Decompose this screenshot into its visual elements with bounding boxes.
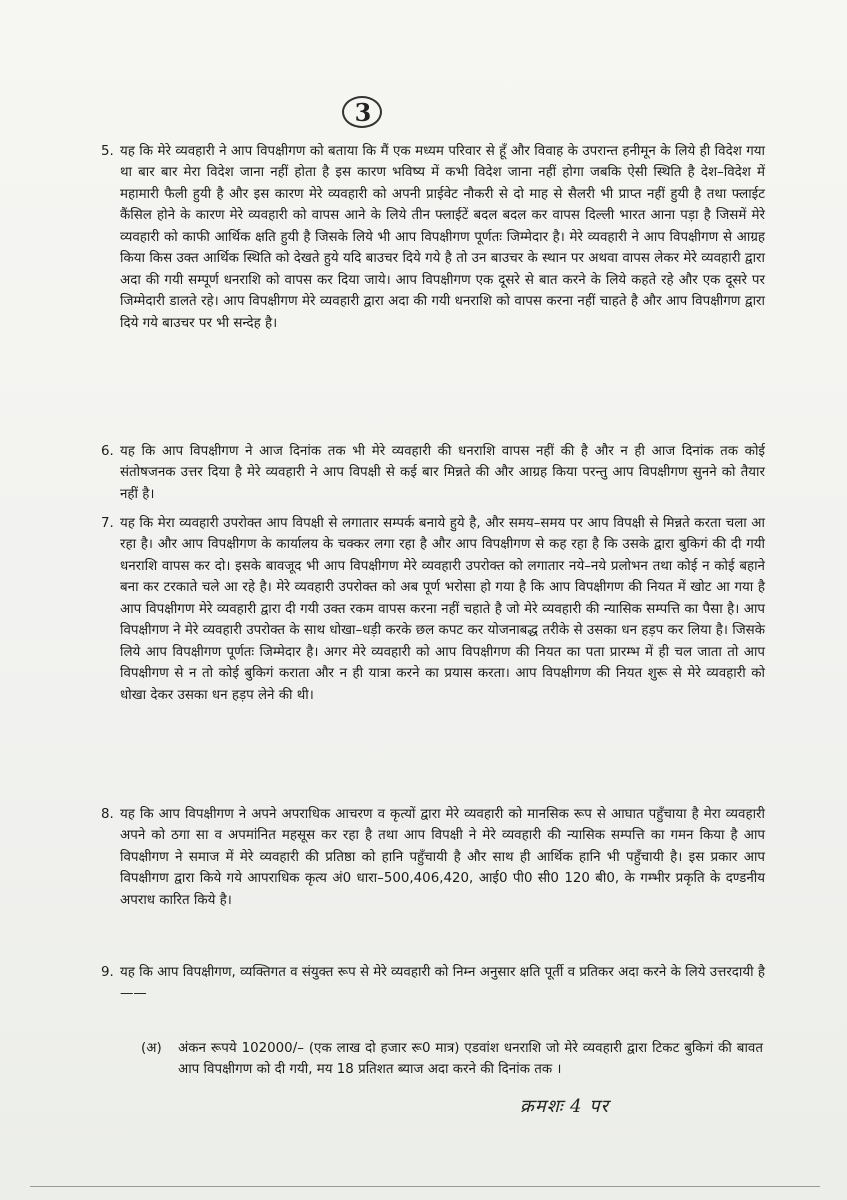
paragraph-8 [101, 804, 765, 911]
paragraph-number: 5. [101, 144, 114, 159]
paragraph-text: यह कि मेरा व्यवहारी उपरोक्त आप विपक्षी से लगातार सम्पर्क बनाये हुये है, और समय–समय पर आप विपक्षी से मिन्नते करता चला आ रहा है। और आप विपक्षीगण के कार्यालय के चक्कर लगा रहा है और आप विपक्षीगण से कह रहा है कि उसके द्वारा बुकिगं की दी गयी धनराशि वापस कर दो। इसके बावजूद भी आप विपक्षीगण मेरे व्यवहारी उपरोक्त को लगातार नये–नये प्रलोभन तथा कोई न कोई बहाने बना कर टरकाते चले आ रहे है। मेरे व्यवहारी उपरोक्त को अब पूर्ण भरोसा हो गया है कि आप विपक्षीगण की नियत में खोट आ गया है आप विपक्षीगण मेरे व्यवहारी द्वारा दी गयी उक्त रकम वापस करना नहीं चहाते है जो मेरे व्यवहारी की न्यासिक सम्पत्ति का पैसा है। आप विपक्षीगण ने मेरे व्यवहारी उपरोक्त के साथ धोखा–धड़ी करके छल कपट कर योजनाबद्ध तरीके से उसका धन हड़प कर लिया है। जिसके लिये आप विपक्षीगण पूर्णतः जिम्मेदार है। अगर मेरे व्यवहारी को आप विपक्षीगण की नियत का पता प्रारम्भ में ही चल जाता तो आप विपक्षीगण से न तो कोई बुकिगं कराता और न ही यात्रा करने का प्रयास करता। आप विपक्षीगण की नियत शुरू से मेरे व्यवहारी को धोखा देकर उसका धन हड़प लेने की थी। [120, 516, 765, 703]
paragraph-number: 8. [101, 807, 114, 822]
paragraph-6 [101, 441, 765, 505]
sub-item-label: (अ) [141, 1041, 162, 1056]
page-number-circle [342, 96, 382, 128]
page-number [338, 96, 388, 130]
paragraph-text: यह कि आप विपक्षीगण, व्यक्तिगत व संयुक्त रूप से मेरे व्यवहारी को निम्न अनुसार क्षति पूर्ती व प्रतिकर अदा करने के लिये उत्तरदायी है—— [120, 965, 765, 1002]
paragraph-number: 9. [101, 965, 114, 980]
paragraph-9 [101, 962, 765, 1005]
paragraph-text: यह कि आप विपक्षीगण ने अपने अपराधिक आचरण व कृत्यों द्वारा मेरे व्यवहारी को मानसिक रूप से आघात पहुँचाया है मेरा व्यवहारी अपने को ठगा सा व अपमांनित महसूस कर रहा है तथा आप विपक्षी ने मेरे व्यवहारी की न्यासिक सम्पत्ति का गमन किया है आप विपक्षीगण ने समाज में मेरे व्यवहारी की प्रतिष्ठा को हानि पहुँचायी है और साथ ही आर्थिक हानि भी पहुँचायी है। इस प्रकार आप विपक्षीगण द्वारा किये गये आपराधिक कृत्य अं0 धारा–500,406,420, आई0 पी0 सी0 120 बी0, के गम्भीर प्रकृति के दण्डनीय अपराध कारित किये है। [120, 807, 765, 908]
paragraph-number: 7. [101, 516, 114, 531]
paragraph-7 [101, 513, 765, 706]
sub-item-text: अंकन रूपये 102000/– (एक लाख दो हजार रू0 मात्र) एडवांश धनराशि जो मेरे व्यवहारी द्वारा टिकट बुकिगं की बावत आप विपक्षीगण को दी गयी, मय 18 प्रतिशत ब्याज अदा करने की दिनांक तक । [178, 1041, 763, 1078]
sub-item-a [141, 1038, 763, 1081]
paragraph-number: 6. [101, 444, 114, 459]
paragraph-text: यह कि मेरे व्यवहारी ने आप विपक्षीगण को बताया कि मैं एक मध्यम परिवार से हूँ और विवाह के उपरान्त हनीमून के लिये ही विदेश गया था बार बार मेरा विदेश जाना नहीं होता है इस कारण भविष्य में कभी विदेश जाना नहीं होगा जबकि ऐसी स्थिति है देश–विदेश में महामारी फैली हुयी है और इस कारण मेरे व्यवहारी को अपनी प्राईवेट नौकरी से दो माह से सैलरी भी प्राप्त नहीं हुयी है तथा फ्लाईट कैंसिल होने के कारण मेरे व्यवहारी को वापस आने के लिये तीन फ्लाईटें बदल बदल कर वापस दिल्ली भारत आना पड़ा है जिसमें मेरे व्यवहारी को काफी आर्थिक क्षति हुयी है जिसके लिये भी आप विपक्षीगण पूर्णतः जिम्मेदार है। मेरे व्यवहारी ने आप विपक्षीगण से आग्रह किया किस उक्त आर्थिक स्थिति को देखते हुये यदि बाउचर दिये गये है तो उन बाउचर के स्थान पर अथवा वापस लेकर मेरे व्यवहारी द्वारा अदा की गयी सम्पूर्ण धनराशि को वापस कर दिया जाये। आप विपक्षीगण एक दूसरे से बात करने के लिये कहते रहे और एक दूसरे पर जिम्मेदारी डालते रहे। आप विपक्षीगण मेरे व्यवहारी द्वारा अदा की गयी धनराशि को वापस करना नहीं चाहते है और आप विपक्षीगण द्वारा दिये गये बाउचर पर भी सन्देह है। [120, 144, 765, 331]
paragraph-text: यह कि आप विपक्षीगण ने आज दिनांक तक भी मेरे व्यवहारी की धनराशि वापस नहीं की है और न ही आज दिनांक तक कोई संतोषजनक उत्तर दिया है मेरे व्यवहारी ने आप विपक्षी से कई बार मिन्नते की और आग्रह किया परन्तु आप विपक्षीगण सुनने को तैयार नहीं है। [120, 444, 765, 502]
continued-note: क्रमशः 4 पर [520, 1096, 609, 1117]
page-number-text: 3 [354, 98, 372, 127]
bottom-rule [30, 1186, 820, 1187]
paragraph-5 [101, 141, 765, 334]
